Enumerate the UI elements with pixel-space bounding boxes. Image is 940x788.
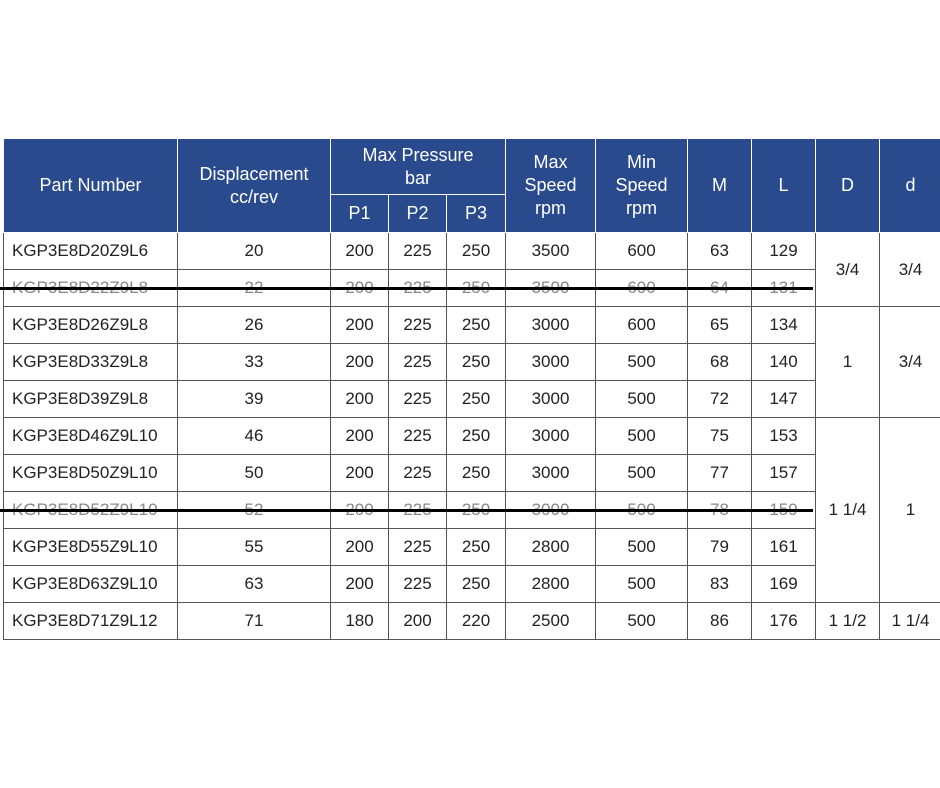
cell-min-speed: 500 [596, 418, 688, 455]
cell-displacement: 63 [178, 566, 331, 603]
cell-d-lower: 3/4 [880, 307, 940, 418]
cell-max-speed: 3000 [506, 344, 596, 381]
cell-m: 86 [688, 603, 752, 640]
cell-m: 75 [688, 418, 752, 455]
cell-min-speed: 600 [596, 233, 688, 270]
cell-l: 147 [752, 381, 816, 418]
cell-min-speed: 500 [596, 603, 688, 640]
header-m: M [688, 139, 752, 233]
cell-p3: 250 [447, 381, 506, 418]
cell-d-upper: 1 1/4 [816, 418, 880, 603]
cell-p1: 200 [331, 418, 389, 455]
cell-displacement: 46 [178, 418, 331, 455]
cell-p3: 250 [447, 529, 506, 566]
header-p1: P1 [331, 195, 389, 233]
cell-d-lower: 1 1/4 [880, 603, 940, 640]
cell-displacement: 50 [178, 455, 331, 492]
cell-displacement: 26 [178, 307, 331, 344]
table-row [4, 344, 940, 381]
header-part-number: Part Number [4, 139, 178, 233]
cell-p1: 200 [331, 455, 389, 492]
cell-displacement: 55 [178, 529, 331, 566]
cell-m: 68 [688, 344, 752, 381]
cell-p2: 225 [389, 566, 447, 603]
cell-p1: 200 [331, 307, 389, 344]
cell-p3: 250 [447, 566, 506, 603]
cell-part-number: KGP3E8D26Z9L8 [4, 307, 178, 344]
cell-p2: 225 [389, 418, 447, 455]
cell-max-speed: 3000 [506, 455, 596, 492]
cell-p2: 225 [389, 233, 447, 270]
cell-p2: 225 [389, 381, 447, 418]
cell-p1: 200 [331, 529, 389, 566]
cell-p2: 225 [389, 529, 447, 566]
cell-d-lower: 1 [880, 418, 940, 603]
cell-l: 140 [752, 344, 816, 381]
cell-p3: 250 [447, 344, 506, 381]
cell-min-speed: 500 [596, 529, 688, 566]
cell-p2: 200 [389, 603, 447, 640]
cell-min-speed: 500 [596, 455, 688, 492]
header-d-upper: D [816, 139, 880, 233]
cell-displacement: 71 [178, 603, 331, 640]
cell-l: 161 [752, 529, 816, 566]
header-displacement: Displacement cc/rev [178, 139, 331, 233]
header-d-lower: d [880, 139, 940, 233]
cell-p3: 250 [447, 233, 506, 270]
cell-max-speed: 3500 [506, 233, 596, 270]
cell-displacement: 33 [178, 344, 331, 381]
cell-p1: 180 [331, 603, 389, 640]
table-row [4, 307, 940, 344]
cell-m: 79 [688, 529, 752, 566]
header-max-pressure: Max Pressure bar [331, 139, 506, 195]
cell-m: 77 [688, 455, 752, 492]
strike-through-line [0, 509, 813, 512]
cell-p3: 250 [447, 307, 506, 344]
spec-table [3, 138, 940, 640]
cell-max-speed: 2800 [506, 529, 596, 566]
cell-p2: 225 [389, 344, 447, 381]
cell-p1: 200 [331, 344, 389, 381]
cell-p3: 250 [447, 455, 506, 492]
cell-p3: 220 [447, 603, 506, 640]
cell-part-number: KGP3E8D39Z9L8 [4, 381, 178, 418]
cell-m: 63 [688, 233, 752, 270]
cell-displacement: 20 [178, 233, 331, 270]
cell-min-speed: 500 [596, 344, 688, 381]
cell-part-number: KGP3E8D46Z9L10 [4, 418, 178, 455]
cell-part-number: KGP3E8D71Z9L12 [4, 603, 178, 640]
cell-part-number: KGP3E8D33Z9L8 [4, 344, 178, 381]
cell-min-speed: 500 [596, 566, 688, 603]
table-row [4, 233, 940, 270]
cell-min-speed: 500 [596, 381, 688, 418]
cell-max-speed: 2800 [506, 566, 596, 603]
cell-p1: 200 [331, 233, 389, 270]
cell-part-number: KGP3E8D63Z9L10 [4, 566, 178, 603]
cell-p1: 200 [331, 566, 389, 603]
table-row [4, 455, 940, 492]
cell-l: 157 [752, 455, 816, 492]
table-row [4, 603, 940, 640]
table-row [4, 418, 940, 455]
table-row [4, 566, 940, 603]
cell-part-number: KGP3E8D55Z9L10 [4, 529, 178, 566]
cell-p3: 250 [447, 418, 506, 455]
header-p2: P2 [389, 195, 447, 233]
table-body [4, 233, 940, 640]
cell-part-number: KGP3E8D50Z9L10 [4, 455, 178, 492]
table-row [4, 381, 940, 418]
cell-part-number: KGP3E8D20Z9L6 [4, 233, 178, 270]
cell-d-upper: 1 1/2 [816, 603, 880, 640]
cell-d-lower: 3/4 [880, 233, 940, 307]
cell-m: 65 [688, 307, 752, 344]
cell-l: 153 [752, 418, 816, 455]
cell-l: 134 [752, 307, 816, 344]
cell-max-speed: 3000 [506, 418, 596, 455]
cell-l: 169 [752, 566, 816, 603]
cell-max-speed: 3000 [506, 381, 596, 418]
cell-p1: 200 [331, 381, 389, 418]
cell-p2: 225 [389, 455, 447, 492]
header-p3: P3 [447, 195, 506, 233]
cell-d-upper: 3/4 [816, 233, 880, 307]
cell-p2: 225 [389, 307, 447, 344]
cell-m: 83 [688, 566, 752, 603]
cell-max-speed: 3000 [506, 307, 596, 344]
strike-through-line [0, 287, 813, 290]
cell-l: 176 [752, 603, 816, 640]
cell-l: 129 [752, 233, 816, 270]
header-min-speed: Min Speed rpm [596, 139, 688, 233]
cell-displacement: 39 [178, 381, 331, 418]
cell-d-upper: 1 [816, 307, 880, 418]
cell-min-speed: 600 [596, 307, 688, 344]
header-max-speed: Max Speed rpm [506, 139, 596, 233]
table-row [4, 529, 940, 566]
cell-m: 72 [688, 381, 752, 418]
header-l: L [752, 139, 816, 233]
cell-max-speed: 2500 [506, 603, 596, 640]
